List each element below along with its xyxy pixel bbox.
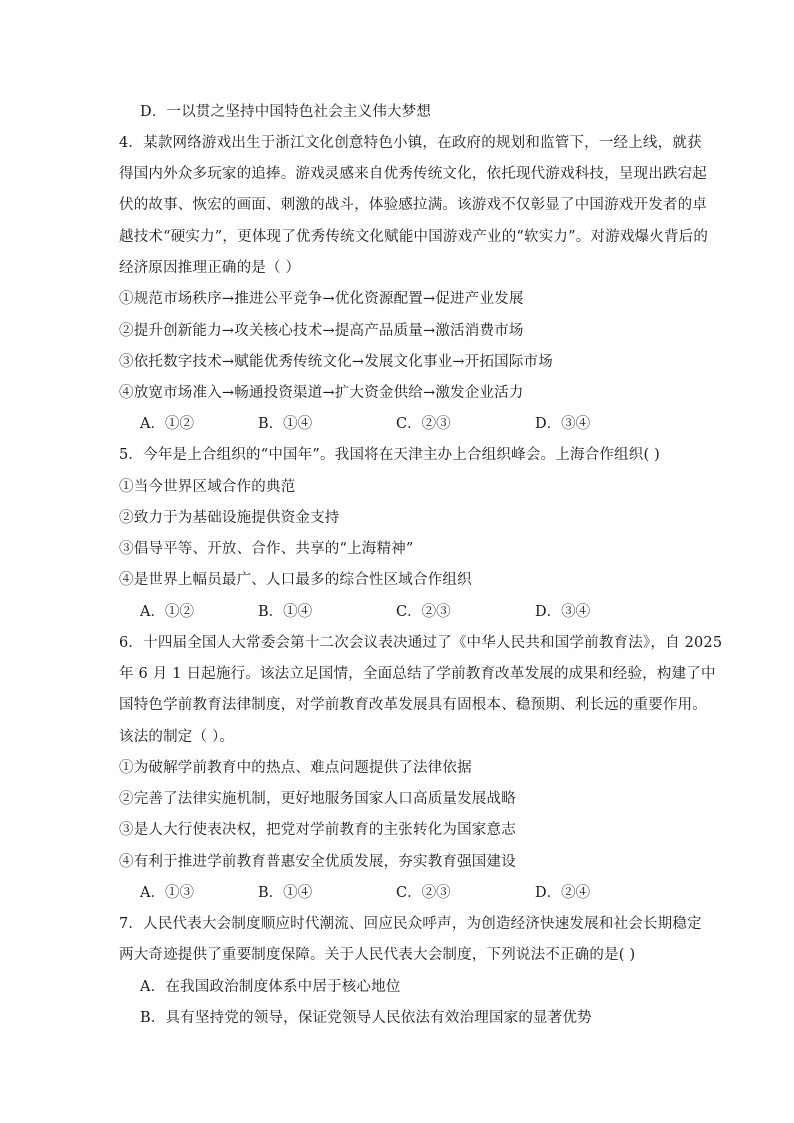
q4-stem-line-5: 经济原因推理正确的是（ ） (119, 260, 301, 276)
q6-option-a[interactable]: A．①③ (140, 885, 194, 901)
q6-option-b[interactable]: B．①④ (258, 885, 313, 901)
q6-option-d[interactable]: D．②④ (535, 885, 591, 901)
q5-stem-line-1: 5．今年是上合组织的“中国年”。我国将在天津主办上合组织峰会。上海合作组织( ) (119, 447, 660, 463)
q4-option-d[interactable]: D．③④ (535, 416, 591, 432)
q6-stem-line-2: 年 6 月 1 日起施行。该法立足国情，全面总结了学前教育改革发展的成果和经验，构建了中 (119, 666, 716, 682)
q5-option-a[interactable]: A．①② (140, 604, 194, 620)
q5-item-2: ②致力于为基础设施提供资金支持 (119, 510, 340, 526)
q5-option-b[interactable]: B．①④ (258, 604, 313, 620)
q7-option-a[interactable]: A．在我国政治制度体系中居于核心地位 (140, 979, 401, 995)
q4-item-1: ①规范市场秩序→推进公平竞争→优化资源配置→促进产业发展 (119, 291, 524, 307)
q6-stem-line-3: 国特色学前教育法律制度，对学前教育改革发展具有固根本、稳预期、利长远的重要作用。 (119, 697, 707, 713)
q4-stem-line-1: 4．某款网络游戏出生于浙江文化创意特色小镇，在政府的规划和监管下，一经上线，就获 (119, 135, 702, 151)
q4-options (140, 414, 700, 434)
q4-option-b[interactable]: B．①④ (258, 416, 313, 432)
q4-item-4: ④放宽市场准入→畅通投资渠道→扩大资金供给→激发企业活力 (119, 385, 524, 401)
q4-stem-line-2: 得国内外众多玩家的追捧。游戏灵感来自优秀传统文化，依托现代游戏科技，呈现出跌宕起 (119, 166, 707, 182)
q4-stem-line-4: 越技术“硬实力”，更体现了优秀传统文化赋能中国游戏产业的“软实力”。对游戏爆火背后的 (119, 229, 709, 245)
q6-option-c[interactable]: C．②③ (396, 885, 451, 901)
q4-item-3: ③依托数字技术→赋能优秀传统文化→发展文化事业→开拓国际市场 (119, 354, 553, 370)
q5-item-4: ④是世界上幅员最广、人口最多的综合性区域合作组织 (119, 572, 472, 588)
q3-option-d: D．一以贯之坚持中国特色社会主义伟大梦想 (140, 104, 432, 120)
q5-option-d[interactable]: D．③④ (535, 604, 591, 620)
q5-option-c[interactable]: C．②③ (396, 604, 451, 620)
q6-item-3: ③是人大行使表决权，把党对学前教育的主张转化为国家意志 (119, 822, 516, 838)
q6-item-4: ④有利于推进学前教育普惠安全优质发展，夯实教育强国建设 (119, 854, 516, 870)
q5-item-3: ③倡导平等、开放、合作、共享的“上海精神” (119, 541, 414, 557)
q6-item-2: ②完善了法律实施机制，更好地服务国家人口高质量发展战略 (119, 791, 516, 807)
q5-options (140, 602, 700, 622)
q6-stem-line-1: 6．十四届全国人大常委会第十二次会议表决通过了《中华人民共和国学前教育法》，自 2025 (119, 635, 723, 651)
q6-options (140, 883, 700, 903)
q4-item-2: ②提升创新能力→攻关核心技术→提高产品质量→激活消费市场 (119, 323, 524, 339)
q7-stem-line-1: 7．人民代表大会制度顺应时代潮流、回应民众呼声，为创造经济快速发展和社会长期稳定 (119, 916, 702, 932)
q6-stem-line-4: 该法的制定（ ）。 (119, 729, 235, 745)
q7-stem-line-2: 两大奇迹提供了重要制度保障。关于人民代表大会制度，下列说法不正确的是( ) (119, 947, 636, 963)
q4-option-c[interactable]: C．②③ (396, 416, 451, 432)
q6-item-1: ①为破解学前教育中的热点、难点问题提供了法律依据 (119, 760, 472, 776)
q4-option-a[interactable]: A．①② (140, 416, 194, 432)
q7-option-b[interactable]: B．具有坚持党的领导，保证党领导人民依法有效治理国家的显著优势 (140, 1010, 592, 1026)
q5-item-1: ①当今世界区域合作的典范 (119, 479, 296, 495)
q4-stem-line-3: 伏的故事、恢宏的画面、刺激的战斗，体验感拉满。该游戏不仅彰显了中国游戏开发者的卓 (119, 197, 707, 213)
